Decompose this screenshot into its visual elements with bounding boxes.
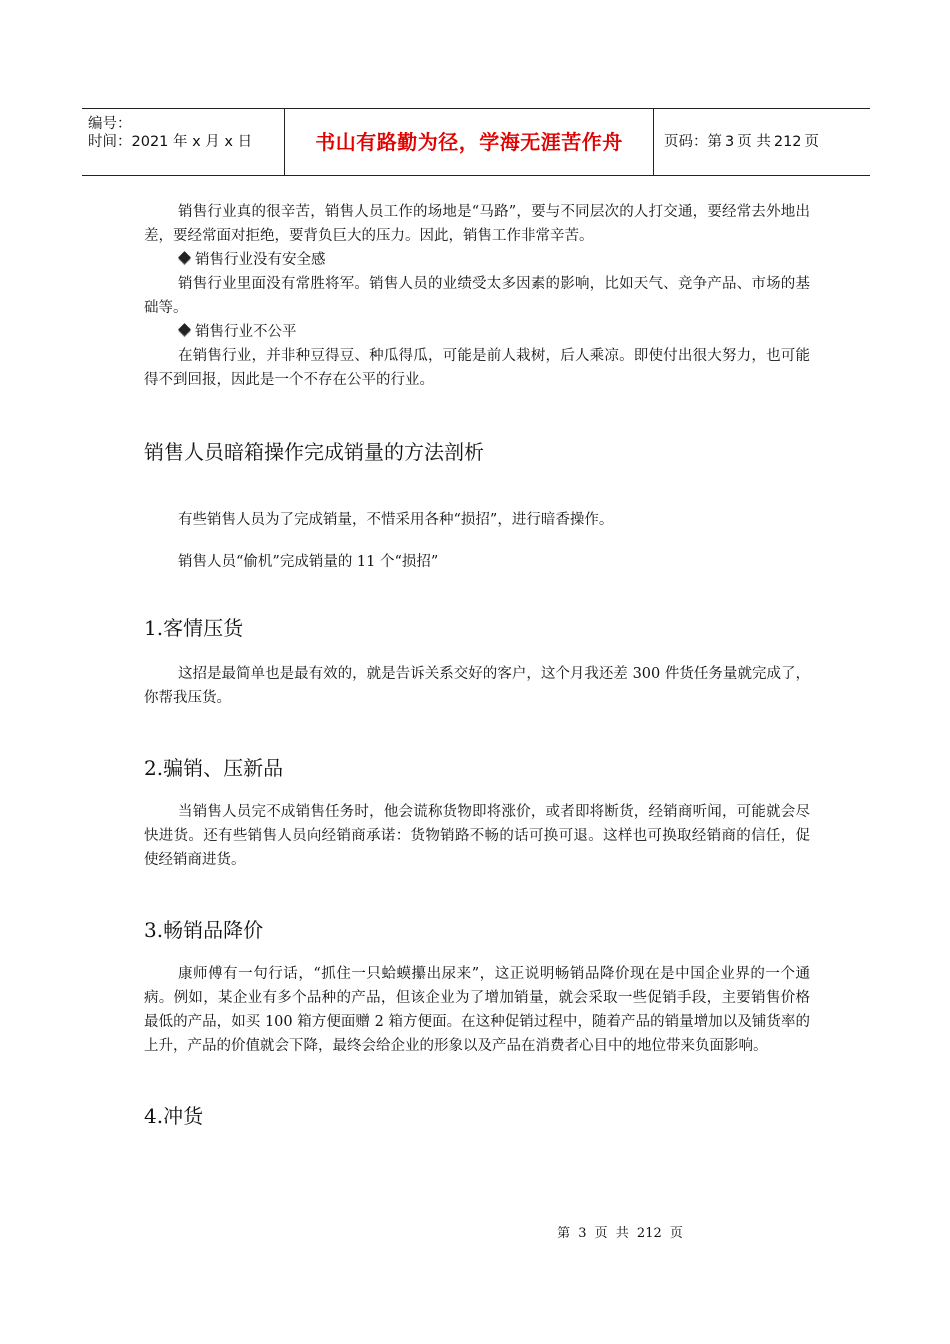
paragraph: 康师傅有一句行话，“抓住一只蛤蟆攥出尿来”，这正说明畅销品降价现在是中国企业界的一个通病。例如，某企业有多个品种的产品，但该企业为了增加销量，就会采取一些促销手段，主要销售价格最低的产品，如买 100 箱方便面赠 2 箱方便面。在这种促销过程中，随着产品的销量增加以及铺货率的上升，产品的价值就会下降，最终会给企业的形象以及产品在消费者心目中的地位带来负面影响。	[144, 966, 810, 1054]
page-total: 212	[773, 134, 802, 150]
paragraph: 有些销售人员为了完成销量，不惜采用各种“损招”，进行暗香操作。	[178, 512, 614, 528]
header-page-info	[664, 109, 819, 175]
diamond-bullet-icon	[178, 323, 191, 336]
paragraph: 销售行业真的很辛苦，销售人员工作的场地是“马路”，要与不同层次的人打交通，要经常去外地出差，要经常面对拒绝，要背负巨大的压力。因此，销售工作非常辛苦。	[144, 204, 810, 244]
diamond-bullet-icon	[178, 251, 191, 264]
paragraph: 这招是最简单也是最有效的，就是告诉关系交好的客户，这个月我还差 300 件货任务量就完成了，你帮我压货。	[144, 666, 810, 706]
section-heading: 3.畅销品降价	[144, 918, 264, 942]
paragraph: 销售行业里面没有常胜将军。销售人员的业绩受太多因素的影响，比如天气、竞争产品、市场的基础等。	[144, 276, 810, 316]
page-current: 3	[725, 134, 735, 150]
main-heading: 销售人员暗箱操作完成销量的方法剖析	[144, 440, 484, 464]
bullet-item	[178, 320, 810, 344]
page-footer: 第 3 页 共 212 页	[557, 1226, 683, 1241]
header-motto: 书山有路勤为径，学海无涯苦作舟	[315, 130, 623, 154]
number-label: 编号：	[88, 116, 132, 132]
time-label: 时间：2021 年 x 月 x 日	[88, 134, 253, 150]
section-heading: 4.冲货	[144, 1104, 204, 1128]
page-label-prefix: 页码：第	[664, 134, 722, 150]
section-heading: 2.骗销、压新品	[144, 756, 284, 780]
section-heading: 1.客情压货	[144, 616, 244, 640]
paragraph: 在销售行业，并非种豆得豆、种瓜得瓜，可能是前人栽树，后人乘凉。即使付出很大努力，也可能得不到回报，因此是一个不存在公平的行业。	[144, 348, 810, 388]
bullet-text: 销售行业没有安全感	[195, 252, 326, 268]
page-header	[82, 108, 870, 176]
paragraph: 销售人员“偷机”完成销量的 11 个“损招”	[178, 554, 439, 570]
document-body	[144, 200, 810, 1130]
page-label-suffix: 页	[804, 134, 820, 150]
bullet-item	[178, 248, 810, 272]
paragraph: 当销售人员完不成销售任务时，他会谎称货物即将涨价，或者即将断货，经销商听闻，可能就会尽快进货。还有些销售人员向经销商承诺：货物销路不畅的话可换可退。这样也可换取经销商的信任，促使经销商进货。	[144, 804, 810, 868]
page-label-mid: 页 共	[737, 134, 771, 150]
bullet-text: 销售行业不公平	[195, 324, 297, 340]
header-divider	[653, 109, 654, 175]
header-meta	[88, 115, 284, 151]
